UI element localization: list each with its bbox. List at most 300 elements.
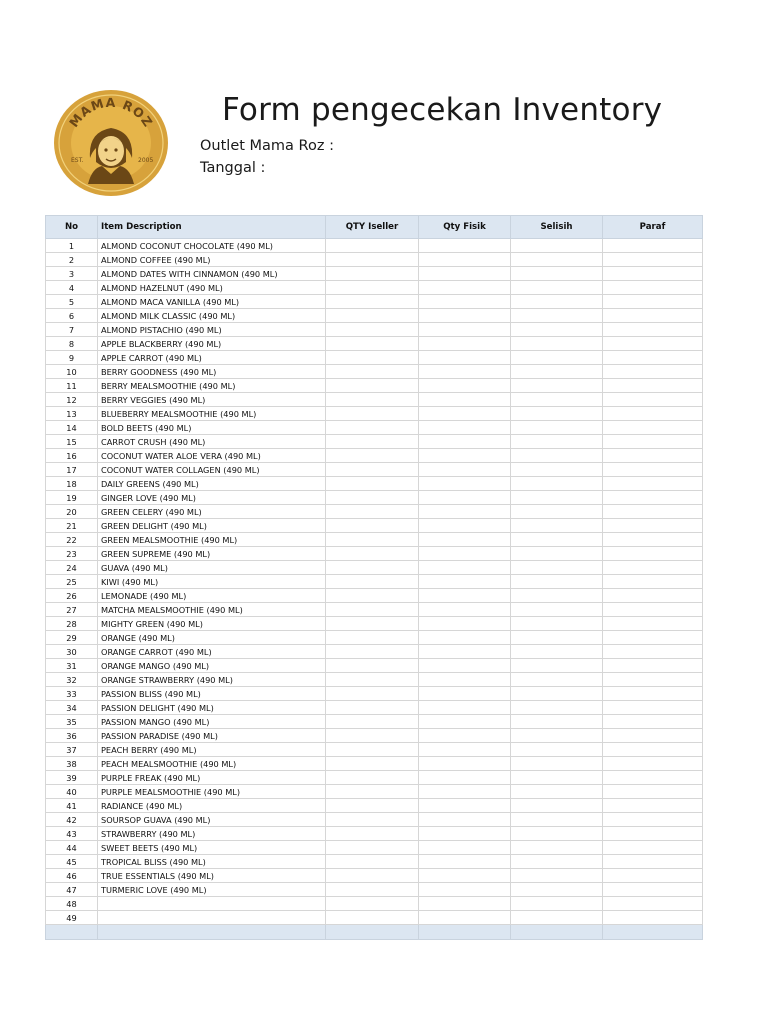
row-qty-iseller-cell[interactable]	[326, 687, 419, 701]
row-qty-iseller-cell[interactable]	[326, 477, 419, 491]
row-qty-iseller-cell[interactable]	[326, 365, 419, 379]
row-selisih-cell[interactable]	[511, 631, 603, 645]
row-paraf-cell[interactable]	[603, 295, 703, 309]
table-row	[46, 281, 703, 295]
logo-brand-text: MAMA ROZ	[66, 94, 157, 130]
row-paraf-cell[interactable]	[603, 407, 703, 421]
row-qty-iseller-cell[interactable]	[326, 785, 419, 799]
row-number: 16	[46, 449, 98, 463]
row-paraf-cell[interactable]	[603, 617, 703, 631]
row-selisih-cell[interactable]	[511, 799, 603, 813]
row-qty-fisik-cell[interactable]	[419, 505, 511, 519]
row-number: 30	[46, 645, 98, 659]
row-selisih-cell[interactable]	[511, 743, 603, 757]
row-qty-fisik-cell[interactable]	[419, 477, 511, 491]
row-qty-fisik-cell[interactable]	[419, 897, 511, 911]
header-paraf: Paraf	[603, 216, 703, 239]
row-qty-fisik-cell[interactable]	[419, 631, 511, 645]
row-paraf-cell[interactable]	[603, 533, 703, 547]
row-paraf-cell[interactable]	[603, 631, 703, 645]
row-selisih-cell[interactable]	[511, 407, 603, 421]
row-item-description: PASSION DELIGHT (490 ML)	[98, 701, 326, 715]
row-qty-iseller-cell[interactable]	[326, 253, 419, 267]
row-paraf-cell[interactable]	[603, 281, 703, 295]
row-qty-fisik-cell[interactable]	[419, 435, 511, 449]
row-qty-iseller-cell[interactable]	[326, 715, 419, 729]
row-qty-iseller-cell[interactable]	[326, 295, 419, 309]
row-qty-fisik-cell[interactable]	[419, 743, 511, 757]
row-paraf-cell[interactable]	[603, 547, 703, 561]
row-paraf-cell[interactable]	[603, 309, 703, 323]
row-qty-iseller-cell[interactable]	[326, 841, 419, 855]
row-number: 17	[46, 463, 98, 477]
row-selisih-cell[interactable]	[511, 687, 603, 701]
row-item-description: ALMOND MILK CLASSIC (490 ML)	[98, 309, 326, 323]
row-item-description: ALMOND MACA VANILLA (490 ML)	[98, 295, 326, 309]
row-qty-iseller-cell[interactable]	[326, 463, 419, 477]
row-paraf-cell[interactable]	[603, 575, 703, 589]
row-item-description: GREEN MEALSMOOTHIE (490 ML)	[98, 533, 326, 547]
row-item-description: ALMOND HAZELNUT (490 ML)	[98, 281, 326, 295]
row-qty-fisik-cell[interactable]	[419, 645, 511, 659]
row-qty-iseller-cell[interactable]	[326, 267, 419, 281]
row-paraf-cell[interactable]	[603, 589, 703, 603]
row-selisih-cell[interactable]	[511, 477, 603, 491]
row-qty-iseller-cell[interactable]	[326, 631, 419, 645]
row-paraf-cell[interactable]	[603, 379, 703, 393]
row-selisih-cell[interactable]	[511, 729, 603, 743]
row-selisih-cell[interactable]	[511, 337, 603, 351]
row-qty-fisik-cell[interactable]	[419, 239, 511, 253]
row-qty-fisik-cell[interactable]	[419, 575, 511, 589]
row-paraf-cell[interactable]	[603, 743, 703, 757]
row-qty-iseller-cell[interactable]	[326, 407, 419, 421]
row-paraf-cell[interactable]	[603, 449, 703, 463]
row-selisih-cell[interactable]	[511, 505, 603, 519]
table-row	[46, 323, 703, 337]
row-item-description: COCONUT WATER ALOE VERA (490 ML)	[98, 449, 326, 463]
row-number: 29	[46, 631, 98, 645]
row-qty-fisik-cell[interactable]	[419, 267, 511, 281]
row-qty-iseller-cell[interactable]	[326, 659, 419, 673]
row-selisih-cell[interactable]	[511, 701, 603, 715]
row-number: 43	[46, 827, 98, 841]
row-number: 24	[46, 561, 98, 575]
row-item-description: GUAVA (490 ML)	[98, 561, 326, 575]
table-row	[46, 897, 703, 911]
row-selisih-cell[interactable]	[511, 757, 603, 771]
row-selisih-cell[interactable]	[511, 673, 603, 687]
row-number: 35	[46, 715, 98, 729]
row-selisih-cell[interactable]	[511, 533, 603, 547]
header-qty-iseller: QTY Iseller	[326, 216, 419, 239]
row-selisih-cell[interactable]	[511, 323, 603, 337]
row-qty-iseller-cell[interactable]	[326, 799, 419, 813]
row-paraf-cell[interactable]	[603, 267, 703, 281]
row-selisih-cell[interactable]	[511, 365, 603, 379]
row-qty-fisik-cell[interactable]	[419, 673, 511, 687]
footer-cell	[603, 925, 703, 940]
row-paraf-cell[interactable]	[603, 799, 703, 813]
row-qty-fisik-cell[interactable]	[419, 855, 511, 869]
row-selisih-cell[interactable]	[511, 659, 603, 673]
table-row	[46, 407, 703, 421]
row-qty-iseller-cell[interactable]	[326, 337, 419, 351]
row-item-description: COCONUT WATER COLLAGEN (490 ML)	[98, 463, 326, 477]
row-qty-fisik-cell[interactable]	[419, 827, 511, 841]
row-item-description: RADIANCE (490 ML)	[98, 799, 326, 813]
row-item-description: ORANGE STRAWBERRY (490 ML)	[98, 673, 326, 687]
row-qty-iseller-cell[interactable]	[326, 323, 419, 337]
row-selisih-cell[interactable]	[511, 239, 603, 253]
row-qty-fisik-cell[interactable]	[419, 771, 511, 785]
row-paraf-cell[interactable]	[603, 673, 703, 687]
row-qty-fisik-cell[interactable]	[419, 547, 511, 561]
row-qty-fisik-cell[interactable]	[419, 883, 511, 897]
row-qty-fisik-cell[interactable]	[419, 729, 511, 743]
row-qty-iseller-cell[interactable]	[326, 743, 419, 757]
row-qty-fisik-cell[interactable]	[419, 365, 511, 379]
row-qty-fisik-cell[interactable]	[419, 295, 511, 309]
row-paraf-cell[interactable]	[603, 253, 703, 267]
row-paraf-cell[interactable]	[603, 729, 703, 743]
row-qty-iseller-cell[interactable]	[326, 869, 419, 883]
row-item-description: ALMOND DATES WITH CINNAMON (490 ML)	[98, 267, 326, 281]
row-selisih-cell[interactable]	[511, 547, 603, 561]
row-paraf-cell[interactable]	[603, 715, 703, 729]
row-number: 8	[46, 337, 98, 351]
row-number: 1	[46, 239, 98, 253]
row-qty-iseller-cell[interactable]	[326, 435, 419, 449]
row-selisih-cell[interactable]	[511, 645, 603, 659]
logo-est-text: EST.	[71, 157, 84, 164]
row-qty-iseller-cell[interactable]	[326, 771, 419, 785]
row-qty-iseller-cell[interactable]	[326, 757, 419, 771]
row-qty-fisik-cell[interactable]	[419, 911, 511, 925]
row-qty-fisik-cell[interactable]	[419, 561, 511, 575]
row-qty-fisik-cell[interactable]	[419, 421, 511, 435]
row-qty-fisik-cell[interactable]	[419, 617, 511, 631]
table-row	[46, 477, 703, 491]
table-row	[46, 631, 703, 645]
table-row	[46, 715, 703, 729]
row-selisih-cell[interactable]	[511, 883, 603, 897]
footer-cell	[98, 925, 326, 940]
row-item-description: ORANGE (490 ML)	[98, 631, 326, 645]
row-qty-fisik-cell[interactable]	[419, 253, 511, 267]
table-row	[46, 267, 703, 281]
row-paraf-cell[interactable]	[603, 603, 703, 617]
row-paraf-cell[interactable]	[603, 827, 703, 841]
row-qty-iseller-cell[interactable]	[326, 911, 419, 925]
row-qty-fisik-cell[interactable]	[419, 463, 511, 477]
table-row	[46, 393, 703, 407]
table-row	[46, 827, 703, 841]
row-qty-fisik-cell[interactable]	[419, 407, 511, 421]
row-qty-fisik-cell[interactable]	[419, 393, 511, 407]
row-qty-fisik-cell[interactable]	[419, 519, 511, 533]
row-selisih-cell[interactable]	[511, 589, 603, 603]
row-item-description: PEACH BERRY (490 ML)	[98, 743, 326, 757]
row-number: 10	[46, 365, 98, 379]
row-number: 44	[46, 841, 98, 855]
row-paraf-cell[interactable]	[603, 757, 703, 771]
row-paraf-cell[interactable]	[603, 337, 703, 351]
row-qty-iseller-cell[interactable]	[326, 701, 419, 715]
row-qty-iseller-cell[interactable]	[326, 547, 419, 561]
row-paraf-cell[interactable]	[603, 687, 703, 701]
row-qty-iseller-cell[interactable]	[326, 239, 419, 253]
row-number: 46	[46, 869, 98, 883]
row-item-description: KIWI (490 ML)	[98, 575, 326, 589]
row-paraf-cell[interactable]	[603, 463, 703, 477]
row-number: 39	[46, 771, 98, 785]
row-number: 49	[46, 911, 98, 925]
row-number: 33	[46, 687, 98, 701]
row-qty-fisik-cell[interactable]	[419, 869, 511, 883]
row-paraf-cell[interactable]	[603, 813, 703, 827]
table-row	[46, 435, 703, 449]
row-qty-fisik-cell[interactable]	[419, 589, 511, 603]
table-row	[46, 883, 703, 897]
row-paraf-cell[interactable]	[603, 421, 703, 435]
row-qty-fisik-cell[interactable]	[419, 603, 511, 617]
row-paraf-cell[interactable]	[603, 659, 703, 673]
row-paraf-cell[interactable]	[603, 561, 703, 575]
row-item-description: PURPLE FREAK (490 ML)	[98, 771, 326, 785]
row-qty-iseller-cell[interactable]	[326, 617, 419, 631]
row-paraf-cell[interactable]	[603, 771, 703, 785]
row-number: 14	[46, 421, 98, 435]
table-row	[46, 519, 703, 533]
row-number: 38	[46, 757, 98, 771]
row-qty-iseller-cell[interactable]	[326, 491, 419, 505]
row-selisih-cell[interactable]	[511, 309, 603, 323]
row-qty-fisik-cell[interactable]	[419, 659, 511, 673]
row-qty-fisik-cell[interactable]	[419, 701, 511, 715]
table-row	[46, 743, 703, 757]
row-qty-iseller-cell[interactable]	[326, 533, 419, 547]
row-selisih-cell[interactable]	[511, 519, 603, 533]
row-number: 18	[46, 477, 98, 491]
row-qty-iseller-cell[interactable]	[326, 603, 419, 617]
row-qty-fisik-cell[interactable]	[419, 309, 511, 323]
table-row	[46, 379, 703, 393]
row-qty-fisik-cell[interactable]	[419, 841, 511, 855]
row-selisih-cell[interactable]	[511, 575, 603, 589]
row-number: 36	[46, 729, 98, 743]
row-selisih-cell[interactable]	[511, 449, 603, 463]
row-selisih-cell[interactable]	[511, 295, 603, 309]
footer-cell	[511, 925, 603, 940]
row-paraf-cell[interactable]	[603, 645, 703, 659]
table-row	[46, 239, 703, 253]
row-number: 34	[46, 701, 98, 715]
row-item-description: APPLE BLACKBERRY (490 ML)	[98, 337, 326, 351]
row-qty-fisik-cell[interactable]	[419, 533, 511, 547]
table-row	[46, 309, 703, 323]
row-paraf-cell[interactable]	[603, 701, 703, 715]
row-paraf-cell[interactable]	[603, 323, 703, 337]
row-selisih-cell[interactable]	[511, 561, 603, 575]
row-qty-iseller-cell[interactable]	[326, 897, 419, 911]
row-qty-iseller-cell[interactable]	[326, 505, 419, 519]
row-selisih-cell[interactable]	[511, 463, 603, 477]
row-selisih-cell[interactable]	[511, 281, 603, 295]
row-qty-iseller-cell[interactable]	[326, 281, 419, 295]
row-paraf-cell[interactable]	[603, 351, 703, 365]
row-selisih-cell[interactable]	[511, 603, 603, 617]
row-qty-fisik-cell[interactable]	[419, 379, 511, 393]
row-selisih-cell[interactable]	[511, 267, 603, 281]
row-number: 6	[46, 309, 98, 323]
row-number: 11	[46, 379, 98, 393]
row-selisih-cell[interactable]	[511, 351, 603, 365]
row-number: 19	[46, 491, 98, 505]
row-number: 4	[46, 281, 98, 295]
row-item-description: GREEN DELIGHT (490 ML)	[98, 519, 326, 533]
row-selisih-cell[interactable]	[511, 813, 603, 827]
page-title: Form pengecekan Inventory	[222, 92, 663, 128]
row-qty-iseller-cell[interactable]	[326, 883, 419, 897]
row-paraf-cell[interactable]	[603, 869, 703, 883]
row-selisih-cell[interactable]	[511, 617, 603, 631]
row-selisih-cell[interactable]	[511, 379, 603, 393]
row-paraf-cell[interactable]	[603, 477, 703, 491]
header-qty-fisik: Qty Fisik	[419, 216, 511, 239]
row-item-description: SWEET BEETS (490 ML)	[98, 841, 326, 855]
row-qty-iseller-cell[interactable]	[326, 729, 419, 743]
row-qty-fisik-cell[interactable]	[419, 337, 511, 351]
row-item-description: PASSION PARADISE (490 ML)	[98, 729, 326, 743]
footer-cell	[419, 925, 511, 940]
row-qty-fisik-cell[interactable]	[419, 785, 511, 799]
row-selisih-cell[interactable]	[511, 897, 603, 911]
row-qty-iseller-cell[interactable]	[326, 351, 419, 365]
row-qty-iseller-cell[interactable]	[326, 813, 419, 827]
row-qty-fisik-cell[interactable]	[419, 351, 511, 365]
table-row	[46, 799, 703, 813]
table-row	[46, 295, 703, 309]
row-number: 22	[46, 533, 98, 547]
table-row	[46, 449, 703, 463]
row-qty-fisik-cell[interactable]	[419, 813, 511, 827]
header-selisih: Selisih	[511, 216, 603, 239]
row-selisih-cell[interactable]	[511, 911, 603, 925]
row-paraf-cell[interactable]	[603, 855, 703, 869]
row-paraf-cell[interactable]	[603, 435, 703, 449]
row-paraf-cell[interactable]	[603, 519, 703, 533]
row-qty-fisik-cell[interactable]	[419, 449, 511, 463]
table-row	[46, 561, 703, 575]
row-selisih-cell[interactable]	[511, 491, 603, 505]
row-item-description: PURPLE MEALSMOOTHIE (490 ML)	[98, 785, 326, 799]
row-paraf-cell[interactable]	[603, 841, 703, 855]
row-item-description: STRAWBERRY (490 ML)	[98, 827, 326, 841]
row-qty-fisik-cell[interactable]	[419, 491, 511, 505]
row-selisih-cell[interactable]	[511, 435, 603, 449]
row-item-description: TRUE ESSENTIALS (490 ML)	[98, 869, 326, 883]
row-qty-iseller-cell[interactable]	[326, 449, 419, 463]
row-number: 48	[46, 897, 98, 911]
row-qty-iseller-cell[interactable]	[326, 575, 419, 589]
row-selisih-cell[interactable]	[511, 393, 603, 407]
row-selisih-cell[interactable]	[511, 869, 603, 883]
row-paraf-cell[interactable]	[603, 911, 703, 925]
row-qty-fisik-cell[interactable]	[419, 715, 511, 729]
row-item-description: BLUEBERRY MEALSMOOTHIE (490 ML)	[98, 407, 326, 421]
row-selisih-cell[interactable]	[511, 253, 603, 267]
row-paraf-cell[interactable]	[603, 883, 703, 897]
row-qty-fisik-cell[interactable]	[419, 281, 511, 295]
row-qty-iseller-cell[interactable]	[326, 827, 419, 841]
row-paraf-cell[interactable]	[603, 785, 703, 799]
row-selisih-cell[interactable]	[511, 715, 603, 729]
row-qty-iseller-cell[interactable]	[326, 645, 419, 659]
inventory-table	[45, 215, 703, 940]
row-selisih-cell[interactable]	[511, 785, 603, 799]
row-number: 45	[46, 855, 98, 869]
row-number: 41	[46, 799, 98, 813]
row-selisih-cell[interactable]	[511, 421, 603, 435]
row-qty-iseller-cell[interactable]	[326, 561, 419, 575]
row-number: 15	[46, 435, 98, 449]
table-row	[46, 533, 703, 547]
row-qty-fisik-cell[interactable]	[419, 323, 511, 337]
row-paraf-cell[interactable]	[603, 239, 703, 253]
row-qty-iseller-cell[interactable]	[326, 379, 419, 393]
row-qty-fisik-cell[interactable]	[419, 757, 511, 771]
row-selisih-cell[interactable]	[511, 855, 603, 869]
row-qty-fisik-cell[interactable]	[419, 799, 511, 813]
row-selisih-cell[interactable]	[511, 827, 603, 841]
row-paraf-cell[interactable]	[603, 491, 703, 505]
row-number: 23	[46, 547, 98, 561]
row-number: 13	[46, 407, 98, 421]
table-row	[46, 673, 703, 687]
table-row	[46, 547, 703, 561]
row-qty-iseller-cell[interactable]	[326, 855, 419, 869]
row-paraf-cell[interactable]	[603, 365, 703, 379]
table-header-row	[46, 216, 703, 239]
row-qty-iseller-cell[interactable]	[326, 519, 419, 533]
row-number: 5	[46, 295, 98, 309]
row-item-description: LEMONADE (490 ML)	[98, 589, 326, 603]
row-paraf-cell[interactable]	[603, 393, 703, 407]
row-selisih-cell[interactable]	[511, 841, 603, 855]
table-row	[46, 841, 703, 855]
row-item-description: GREEN CELERY (490 ML)	[98, 505, 326, 519]
row-number: 9	[46, 351, 98, 365]
row-item-description: ALMOND PISTACHIO (490 ML)	[98, 323, 326, 337]
row-qty-iseller-cell[interactable]	[326, 589, 419, 603]
row-qty-iseller-cell[interactable]	[326, 393, 419, 407]
row-number: 26	[46, 589, 98, 603]
row-qty-iseller-cell[interactable]	[326, 309, 419, 323]
row-qty-iseller-cell[interactable]	[326, 421, 419, 435]
row-qty-fisik-cell[interactable]	[419, 687, 511, 701]
row-selisih-cell[interactable]	[511, 771, 603, 785]
table-row	[46, 351, 703, 365]
row-item-description: DAILY GREENS (490 ML)	[98, 477, 326, 491]
row-item-description: BERRY GOODNESS (490 ML)	[98, 365, 326, 379]
row-paraf-cell[interactable]	[603, 897, 703, 911]
table-row	[46, 575, 703, 589]
row-item-description: TURMERIC LOVE (490 ML)	[98, 883, 326, 897]
outlet-label: Outlet Mama Roz :	[200, 138, 334, 154]
row-paraf-cell[interactable]	[603, 505, 703, 519]
row-qty-iseller-cell[interactable]	[326, 673, 419, 687]
